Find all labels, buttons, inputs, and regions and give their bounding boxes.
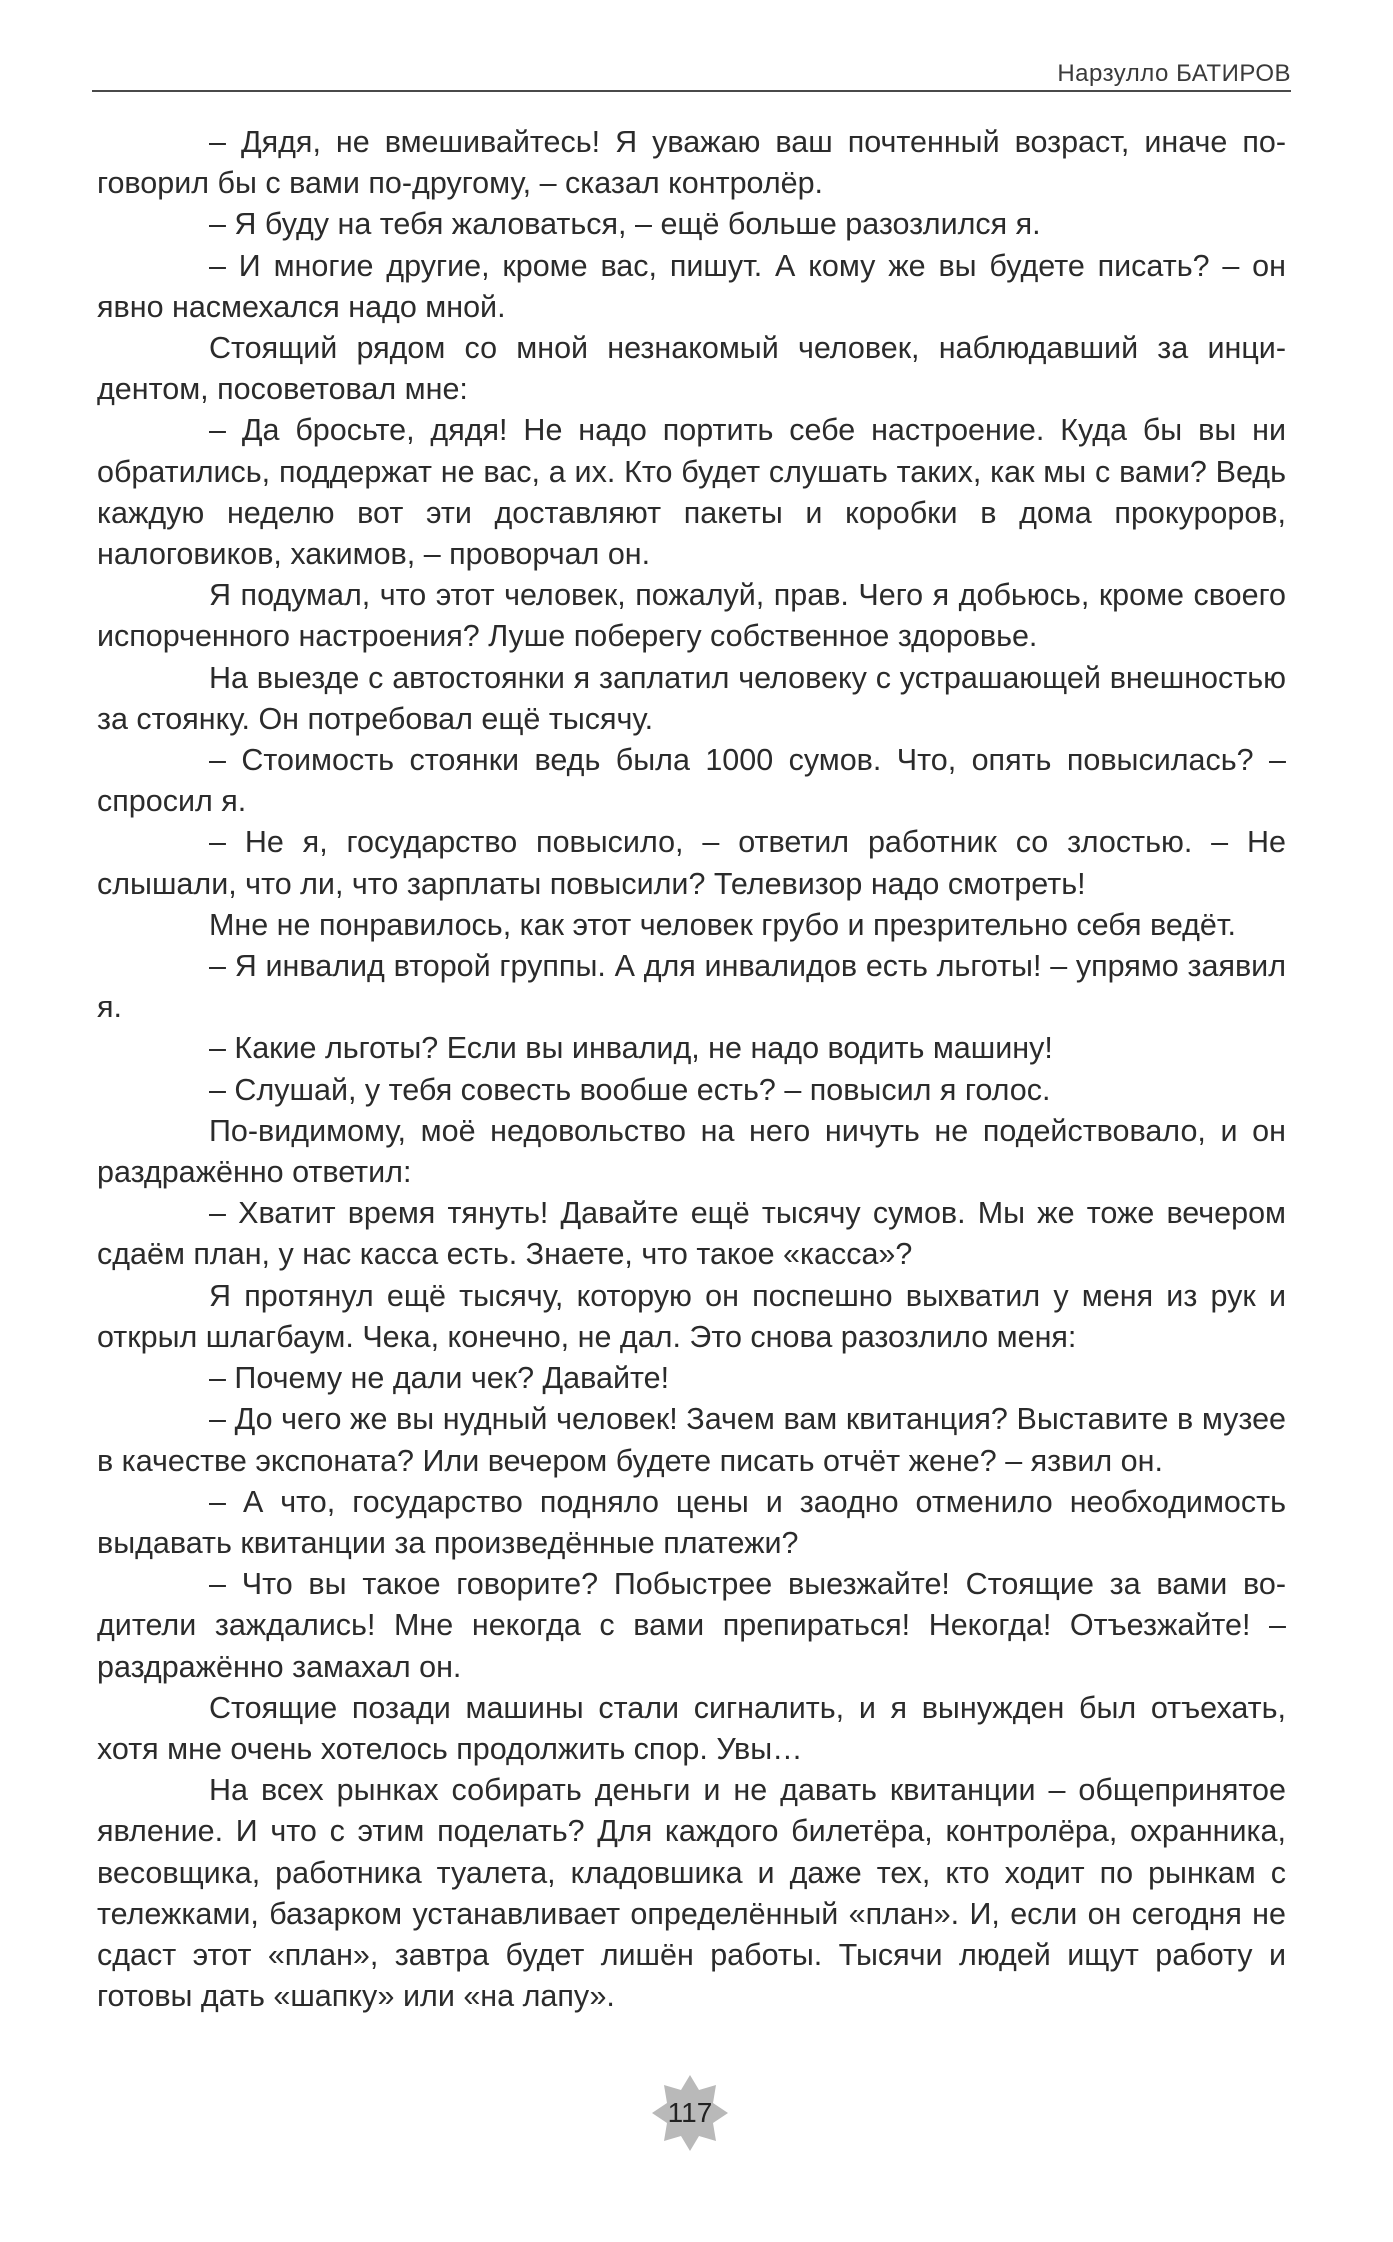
- paragraph-3: – И многие другие, кроме вас, пишут. А кому же вы будете писать? – он явно насмехался надо мной.: [97, 248, 1286, 324]
- page-number: 117: [667, 2097, 713, 2128]
- paragraph-9: – Не я, государство повысило, – ответил работник со злостью. – Не слышали, что ли, что зарплаты повысили? Телевизор надо смотреть!: [97, 825, 1286, 901]
- paragraph-13: – Слушай, у тебя совесть вообше есть? – повысил я голос.: [209, 1072, 1051, 1107]
- paragraph-14: По-видимому, моё недовольство на него ничуть не подействовало, и он раздражённо ответил:: [97, 1113, 1286, 1190]
- paragraph-17: – Почему не дали чек? Давайте!: [209, 1361, 670, 1396]
- paragraph-7: На выезде с автостоянки я заплатил человеку с устрашающей внешностью за стоянку. Он потребовал ещё тысячу.: [97, 660, 1286, 736]
- paragraph-8: – Стоимость стоянки ведь была 1000 сумов. Что, опять повысилась? – спросил я.: [97, 743, 1286, 819]
- running-header-title: Нарзулло БАТИРОВ: [1057, 60, 1291, 87]
- paragraph-15: – Хватит время тянуть! Давайте ещё тысячу сумов. Мы же тоже вечером сдаём план, у нас касса есть. Знаете, что такое «касса»?: [97, 1196, 1286, 1272]
- paragraph-18: – До чего же вы нудный человек! Зачем вам квитанция? Выставите в музее в качестве экспоната? Или вечером будете писать отчёт жене? – язвил он.: [97, 1402, 1286, 1478]
- paragraph-11: – Я инвалид второй группы. А для инвалидов есть льготы! – упрямо заявил я.: [97, 949, 1286, 1025]
- paragraph-22: На всех рынках собирать деньги и не давать квитанции – общепринятое явление. И что с этим поделать? Для каждого билетёра, контролёра, охранника, весовщика, работника туалета, кладовшика и даже тех, кто ходит по рынкам с тележками, базарком устанавливает определённый «план». И, если он сегодня не сдаст этот «план», завтра будет лишён работы. Тысячи людей ищут работу и готовы дать «шапку» или «на лапу».: [97, 1773, 1286, 2014]
- paragraph-21: Стоящие позади машины стали сигналить, и я вынужден был отъехать, хотя мне очень хотелось продолжить спор. Увы…: [97, 1690, 1286, 1766]
- paragraph-19: – А что, государство подняло цены и заодно отменило необходимость выдавать квитанции за произведённые платежи?: [97, 1484, 1286, 1560]
- paragraph-10: Мне не понравилось, как этот человек грубо и презрительно себя ведёт.: [209, 907, 1236, 942]
- paragraph-16: Я протянул ещё тысячу, которую он поспешно выхватил у меня из рук и открыл шлагбаум. Чека, конечно, не дал. Это снова разозлило меня:: [97, 1278, 1286, 1354]
- body-text: [97, 122, 1286, 2017]
- paragraph-4: Стоящий рядом со мной незнакомый человек, наблюдавший за инцидентом, посоветовал мне:: [97, 331, 1286, 407]
- page-number-badge: [650, 2073, 730, 2153]
- paragraph-2: – Я буду на тебя жаловаться, – ещё больше разозлился я.: [209, 207, 1041, 242]
- paragraph-20: – Что вы такое говорите? Побыстрее выезжайте! Стоящие за вами водители заждались! Мне некогда с вами препираться! Некогда! Отъезжайте! – раздражённо замахал он.: [97, 1567, 1286, 1684]
- paragraph-5: – Да бросьте, дядя! Не надо портить себе настроение. Куда бы вы ни обратились, поддержат не вас, а их. Кто будет слушать таких, как мы с вами? Ведь каждую неделю вот эти доставляют пакеты и коробки в дома прокуроров, налоговиков, хакимов, – проворчал он.: [97, 413, 1286, 572]
- paragraph-12: – Какие льготы? Если вы инвалид, не надо водить машину!: [209, 1031, 1053, 1066]
- paragraph-6: Я подумал, что этот человек, пожалуй, прав. Чего я добьюсь, кроме своего испорченного настроения? Луше поберегу собственное здоровье.: [97, 578, 1286, 654]
- header-rule: [92, 90, 1291, 92]
- paragraph-1: – Дядя, не вмешивайтесь! Я уважаю ваш почтенный возраст, иначе поговорил бы с вами по-другому, – сказал контролёр.: [97, 125, 1286, 201]
